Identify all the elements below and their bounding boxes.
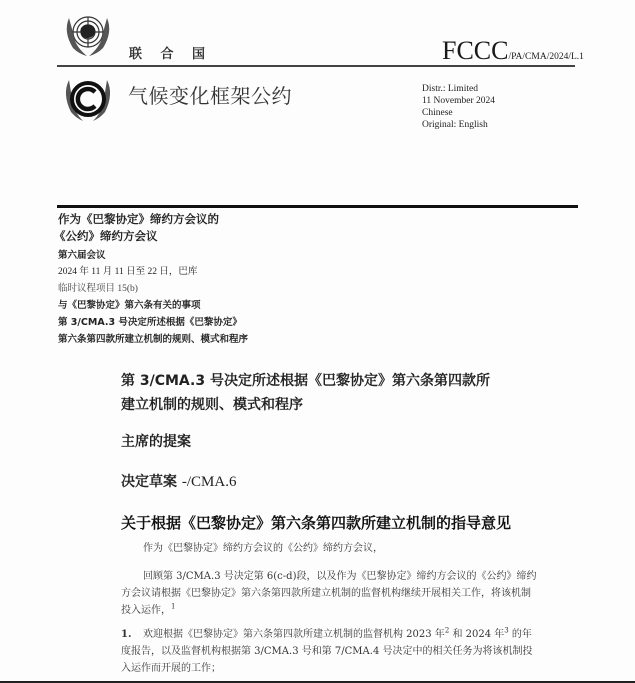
un-emblem-icon: [59, 8, 117, 60]
issue-date: 11 November 2024: [422, 96, 495, 106]
title-line1: 第 3/CMA.3 号决定所述根据《巴黎协定》第六条第四款所: [121, 373, 490, 389]
footnote-ref-1[interactable]: 1: [171, 602, 176, 611]
recall-paragraph: [121, 568, 539, 619]
draft-decision-heading: [121, 471, 236, 491]
recall-text: 回顾第 3/CMA.3 号决定第 6(c-d)段，以及作为《巴黎协定》缔约方会议的《公约》缔约方会议请根据《巴黎协定》第六条第四款所建立机制的监督机构继续开展相关工作，将该机制投入运作，: [121, 571, 537, 616]
proposal-heading: 主席的提案: [121, 434, 191, 450]
title-line2: 建立机制的规则、模式和程序: [121, 397, 303, 413]
dates-place: 2024 年 11 月 11 日至 22 日，巴库: [58, 267, 198, 277]
convention-name: 气候变化框架公约: [128, 84, 292, 108]
agenda-title: 与《巴黎协定》第六条有关的事项: [58, 300, 201, 311]
symbol-suffix: /PA/CMA/2024/L.1: [508, 52, 584, 62]
para1-text-b: 和 2024 年: [449, 629, 505, 640]
session: 第六届会议: [58, 250, 106, 261]
operative-paragraph-1: [121, 626, 539, 677]
language: Chinese: [422, 108, 453, 118]
distribution: Distr.: Limited: [422, 84, 478, 94]
paragraph-number: 1.: [121, 629, 132, 640]
original-language: Original: English: [422, 120, 488, 130]
agenda-item: 临时议程项目 15(b): [58, 284, 138, 294]
document-title: [121, 369, 541, 417]
org-name: 联 合 国: [129, 47, 213, 62]
footnote-ref-3[interactable]: 3: [504, 626, 509, 635]
document-symbol: [442, 36, 584, 66]
guidance-title: 关于根据《巴黎协定》第六条第四款所建立机制的指导意见: [121, 514, 512, 532]
subitem-line1: 第 3/CMA.3 号决定所述根据《巴黎协定》: [58, 317, 242, 328]
body-name-line2: 《公约》缔约方会议: [54, 229, 158, 243]
draft-code: -/CMA.6: [181, 474, 237, 490]
body-name-line1: 作为《巴黎协定》缔约方会议的: [58, 212, 219, 226]
para1-text-a: 欢迎根据《巴黎协定》第六条第四款所建立机制的监督机构 2023 年: [143, 629, 445, 640]
distribution-block: [422, 83, 495, 131]
para1-text-c: 的年度报告，以及监督机构根据第 3/CMA.3 号和第 7/CMA.4 号决定中的相关任务为将该机制投入运作而开展的工作；: [121, 629, 533, 674]
subitem-line2: 第六条第四款所建立机制的规则、模式和程序: [58, 334, 249, 345]
section-rule: [57, 205, 578, 208]
footnote-ref-2[interactable]: 2: [444, 626, 450, 635]
draft-label: 决定草案: [121, 474, 182, 490]
preamble-paragraph: 作为《巴黎协定》缔约方会议的《公约》缔约方会议，: [143, 543, 383, 554]
symbol-main: FCCC: [442, 36, 509, 65]
unfccc-emblem-icon: [59, 74, 117, 124]
